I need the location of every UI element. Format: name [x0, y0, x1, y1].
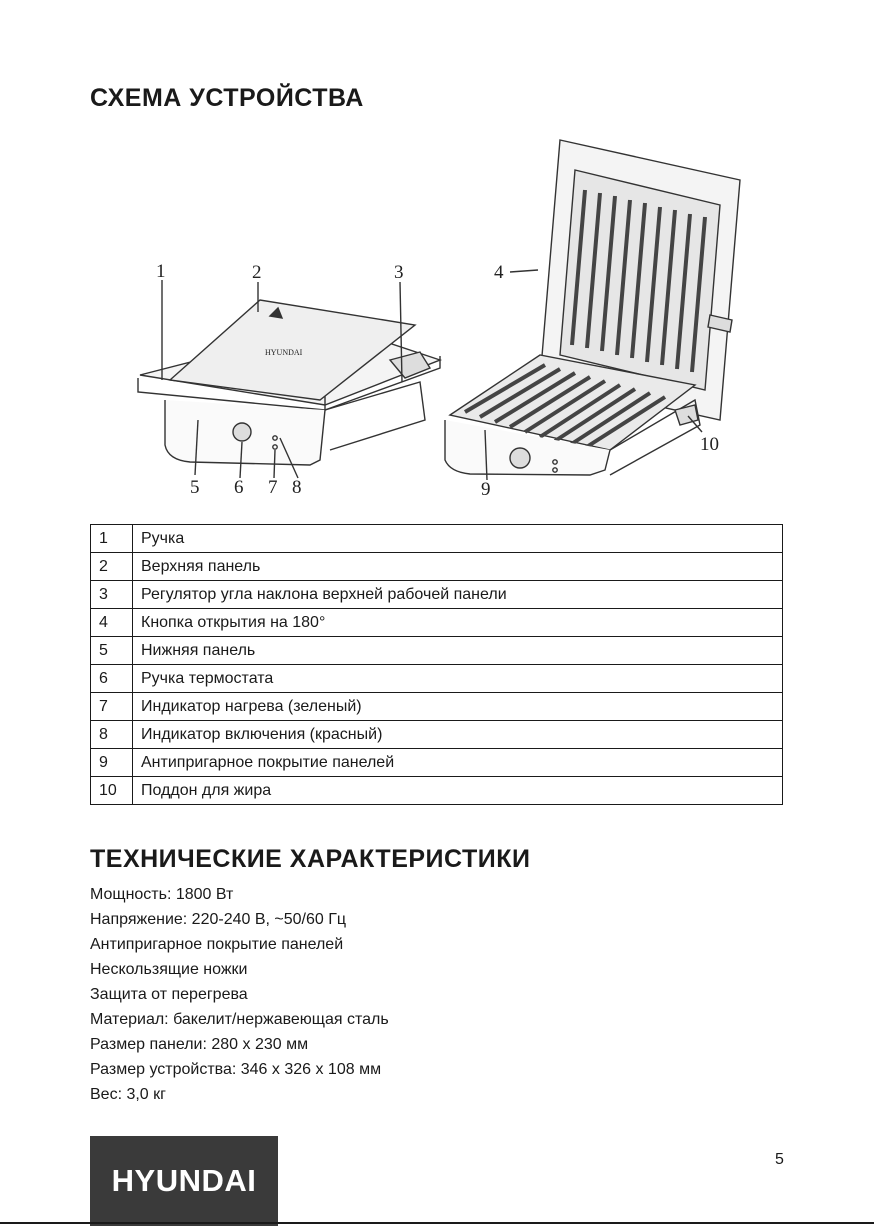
spec-item: Напряжение: 220-240 В, ~50/60 Гц — [90, 911, 347, 928]
callout-3: 3 — [394, 262, 404, 283]
closed-grill-illustration — [138, 300, 440, 465]
spec-item: Антипригарное покрытие панелей — [90, 936, 344, 953]
table-row — [91, 637, 783, 665]
table-row — [91, 777, 783, 805]
part-label: Антипригарное покрытие панелей — [133, 749, 783, 777]
spec-item: Материал: бакелит/нержавеющая сталь — [90, 1011, 389, 1028]
lid-brand-text: HYUNDAI — [265, 348, 303, 357]
section-title-scheme: СХЕМА УСТРОЙСТВА — [90, 84, 364, 112]
part-number: 10 — [91, 777, 133, 805]
table-row — [91, 693, 783, 721]
callout-5: 5 — [190, 477, 200, 498]
part-number: 7 — [91, 693, 133, 721]
page-number: 5 — [775, 1151, 784, 1168]
section-title-specs: ТЕХНИЧЕСКИЕ ХАРАКТЕРИСТИКИ — [90, 845, 531, 873]
part-label: Регулятор угла наклона верхней рабочей панели — [133, 581, 783, 609]
parts-table — [90, 524, 783, 805]
specs-list — [90, 882, 389, 1107]
table-row — [91, 665, 783, 693]
table-row — [91, 721, 783, 749]
callout-2: 2 — [252, 262, 262, 283]
callout-9: 9 — [481, 479, 491, 500]
part-number: 8 — [91, 721, 133, 749]
part-number: 9 — [91, 749, 133, 777]
part-number: 4 — [91, 609, 133, 637]
table-row — [91, 609, 783, 637]
bottom-rule — [0, 1222, 874, 1224]
part-label: Нижняя панель — [133, 637, 783, 665]
table-row — [91, 749, 783, 777]
spec-item: Защита от перегрева — [90, 986, 248, 1003]
spec-item: Размер устройства: 346 х 326 х 108 мм — [90, 1061, 382, 1078]
part-number: 6 — [91, 665, 133, 693]
spec-item: Нескользящие ножки — [90, 961, 248, 978]
part-label: Ручка термостата — [133, 665, 783, 693]
spec-item: Вес: 3,0 кг — [90, 1086, 166, 1103]
part-number: 1 — [91, 525, 133, 553]
callout-7: 7 — [268, 477, 278, 498]
part-label: Ручка — [133, 525, 783, 553]
part-label: Кнопка открытия на 180° — [133, 609, 783, 637]
callout-10: 10 — [700, 434, 719, 455]
part-number: 5 — [91, 637, 133, 665]
callout-1: 1 — [156, 261, 166, 282]
part-label: Поддон для жира — [133, 777, 783, 805]
device-diagram — [120, 120, 760, 510]
part-number: 3 — [91, 581, 133, 609]
table-row — [91, 525, 783, 553]
spec-item: Мощность: 1800 Вт — [90, 886, 234, 903]
callout-4: 4 — [494, 262, 504, 283]
brand-logo-text: HYUNDAI — [111, 1163, 257, 1198]
part-label: Индикатор включения (красный) — [133, 721, 783, 749]
brand-logo — [90, 1136, 278, 1226]
part-label: Верхняя панель — [133, 553, 783, 581]
table-row — [91, 581, 783, 609]
callout-8: 8 — [292, 477, 302, 498]
callout-6: 6 — [234, 477, 244, 498]
part-number: 2 — [91, 553, 133, 581]
spec-item: Размер панели: 280 х 230 мм — [90, 1036, 309, 1053]
table-row — [91, 553, 783, 581]
part-label: Индикатор нагрева (зеленый) — [133, 693, 783, 721]
